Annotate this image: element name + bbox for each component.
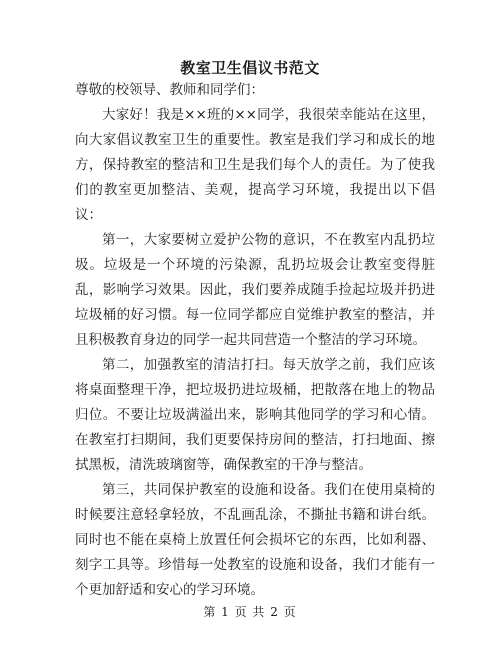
- salutation: 尊敬的校领导、教师和同学们：: [75, 82, 264, 98]
- paragraph-first-proposal: 第一，大家要树立爱护公物的意识，不在教室内乱扔垃圾。垃圾是一个环境的污染源，乱扔垃圾会让教室变得脏乱，影响学习效果。因此，我们要养成随手捡起垃圾并扔进垃圾桶的好习惯。每一位同学都应自觉维护教室的整洁，并且积极教育身边的同学一起共同营造一个整洁的学习环境。: [75, 232, 435, 348]
- paragraph-second-proposal: 第二，加强教室的清洁打扫。每天放学之前，我们应该将桌面整理干净，把垃圾扔进垃圾桶，把散落在地上的物品归位。不要让垃圾满溢出来，影响其他同学的学习和心情。在教室打扫期间，我们更要保持房间的整洁，打扫地面、擦拭黑板，清洗玻璃窗等，确保教室的干净与整洁。: [75, 357, 435, 473]
- document-title: 教室卫生倡议书范文: [180, 59, 320, 77]
- document-body: [75, 78, 435, 603]
- page-number-footer: 第 1 页 共 2 页: [203, 605, 297, 619]
- paragraph-greeting: 大家好！我是××班的××同学，我很荣幸能站在这里，向大家倡议教室卫生的重要性。教室是我们学习和成长的地方，保持教室的整洁和卫生是我们每个人的责任。为了使我们的教室更加整洁、美观，提高学习环境，我提出以下倡议：: [75, 107, 435, 223]
- paragraph-third-proposal: 第三，共同保护教室的设施和设备。我们在使用桌椅的时候要注意轻拿轻放，不乱画乱涂，不撕扯书籍和讲台纸。同时也不能在桌椅上放置任何会损坏它的东西，比如利器、刻字工具等。珍惜每一处教室的设施和设备，我们才能有一个更加舒适和安心的学习环境。: [75, 482, 435, 598]
